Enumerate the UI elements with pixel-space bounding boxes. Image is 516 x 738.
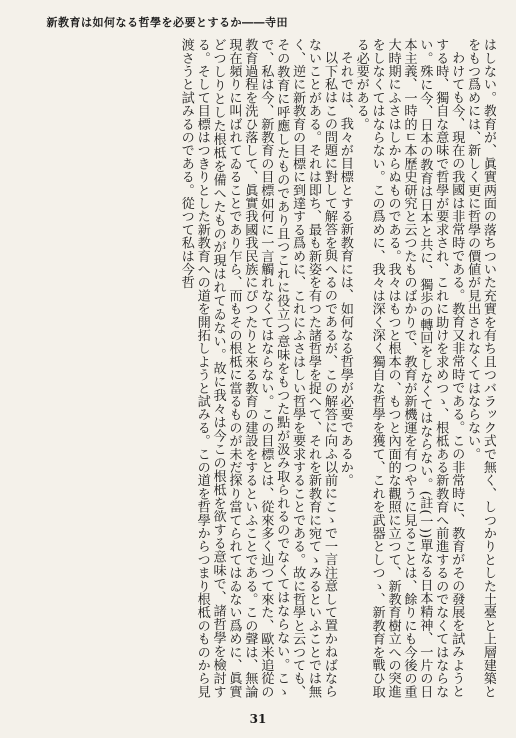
running-head: 新教育は如何なる哲學を必要とするか――寺田 <box>46 16 288 29</box>
paragraph-emergency-times: わけても今、現在の我國は非常時である。教育又非常時である。この非常時に、教育がその發展を試みようとする時、獨自な意味で哲學が要求され、これに助けを求めつゝ、根柢ある新教育へ前進するのでなくてはならない。殊に今、日本の教育は日本と共に、獨歩の轉回をしなくてはならない。(註(一))單なる日本精神、一片の日本主義、一時的ㄷ本歷史研究と云つたものばかりで、教育が新機運を有つやうに見ることは、餘りにも今後の重大時期にふさはしからぬものである。我々はもつと根本の、もつと內面的な觀照に立つて、新教育樹立への突進をしなくてはならない。この爲めに、我々は深く深く獨自な哲學を獲て、これを武器としつゝ、新教育を戰ひ取る必要がある。 <box>353 38 465 698</box>
paragraph-question: それでは、我々が目標とする新教育には、如何なる哲學が必要であるか。 <box>337 51 353 487</box>
paragraph-continued: はしない。教育が、眞實两面の落ちついた充實を有ち且つバラック式で無く、しつかりとした土臺と上層建築とをもつ爲めには、新しく更に哲學の價値が見出されなくてはならない。 <box>465 38 496 698</box>
page-number: 31 <box>249 712 267 726</box>
body-text <box>18 38 496 698</box>
paragraph-answer-intro: 以下私はこの問題に對して解答を與へるのであるが、この解答に向ふ以前にこゝで一言注意して置かねばならないことがある。それは即ち、最も新姿を有つた諸哲學を捉へて、それを新教育に宛てゝみるといふことでは無く、逆に新教育の目標に到達する爲めに、これにふさはしい哲學を要求することである。故に哲學と云つても、その教育に呼應したものであり且つこれに役立つ意味をもつた點が汲み取られるのでなくてはならない。こゝで、私は今、新教育の目標如何に一言觸れなくてはならない。この目標とは、從來多く辿つて來た、歐米追從の教育過程を洗ひ落して、眞實我國我民族にぴつたりと來る教育の建設をするといふことである。この聲は、無論現在頻りに叫ばれてゐることであり乍ら、而もその根柢に當るものが未だ探り當てられてはゐない爲めに、眞實どつしりとした根柢を備へたものが現はれてゐない。故に我々は今この根柢を欲する意味で、諸哲學を檢討する。そして目標はつきりとした新教育への道を開拓しようと試みる。この道を哲學からつまり根柢のものから見渡さうと試みるのである。從つて私は今哲 <box>178 38 337 698</box>
